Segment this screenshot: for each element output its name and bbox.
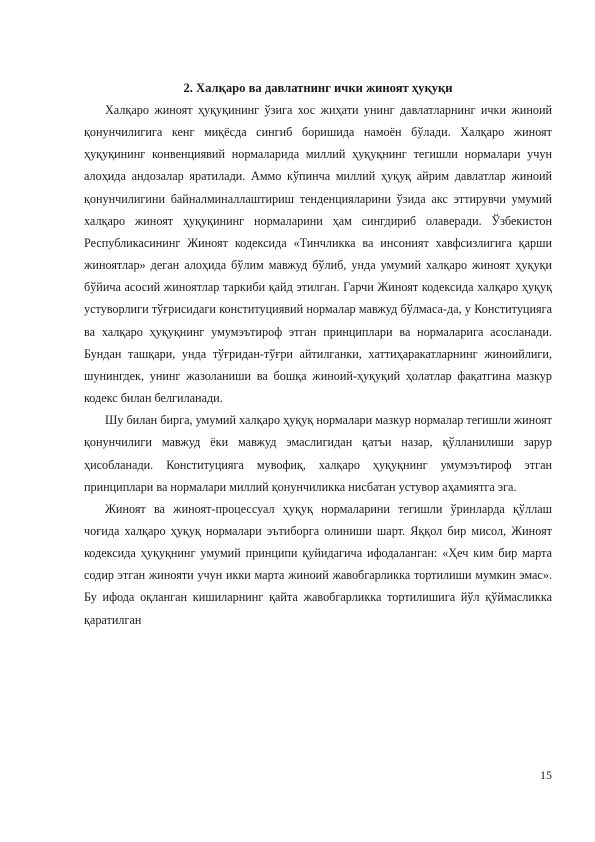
body-text xyxy=(84,99,552,631)
section-heading: 2. Халқаро ва давлатнинг ички жиноят ҳуқуқи xyxy=(183,81,453,95)
page-number: 15 xyxy=(540,768,552,782)
paragraph: Шу билан бирга, умумий халқаро ҳуқуқ нормалари мазкур нормалар тегишли жиноят қонунчилиги мавжуд ёки мавжуд эмаслигидан қатъи назар, қўлланилиши зарур ҳисобланади. Конституцияга мувофиқ, халқаро ҳуқуқнинг умумэътироф этган принциплари ва нормалари миллий қонунчиликка нисбатан устувор аҳамиятга эга. xyxy=(84,413,552,494)
paragraph: Жиноят ва жиноят-процессуал ҳуқуқ нормаларини тегишли ўринларда қўллаш чоғида халқаро ҳуқуқ нормалари эътиборга олиниши шарт. Яққол бир мисол, Жиноят кодексида ҳуқуқнинг умумий принципи қуйидагича ифодаланган: «Ҳеч ким бир марта содир этган жинояти учун икки марта жиноий жавобгарликка тортилиши мумкин эмас». Бу ифода оқланган кишиларнинг қайта жавобгарликка тортилишига йўл қўймасликка қаратилган xyxy=(84,501,552,627)
paragraph: Халқаро жиноят ҳуқуқининг ўзига хос жиҳати унинг давлатларнинг ички жиноий қонунчилигига кенг миқёсда сингиб боришида намоён бўлади. Халқаро жиноят ҳуқуқининг конвенциявий нормаларида миллий ҳуқуқнинг тегишли нормалари учун алоҳида андозалар яратилади. Аммо кўпинча миллий ҳуқуқ айрим давлатлар жиноий қонунчилигини байналминаллаштириш тенденцияларини ўзида акс эттирувчи умумий халқаро жиноят ҳуқуқининг нормаларини ҳам сингдириб олаверади. Ўзбекистон Республикасининг Жиноят кодексида «Тинчликка ва инсоният хавфсизлигига қарши жиноятлар» деган алоҳида бўлим мавжуд бўлиб, унда умумий халқаро жиноят ҳуқуқи бўйича асосий жиноятлар таркиби қайд этилган. Гарчи Жиноят кодексида халқаро ҳуқуқ устуворлиги тўғрисидаги конституциявий нормалар мавжуд бўлмаса-да, у Конституцияга ва халқаро ҳуқуқнинг умумэътироф этган принциплари ва нормаларига асосланади. Бундан ташқари, унда тўғридан-тўғри айтилганки, хаттиҳаракатларнинг жиноийлиги, шунингдек, унинг жазоланиши ва бошқа жиноий-ҳуқуқий ҳолатлар фақатгина мазкур кодекс билан белгиланади. xyxy=(84,103,552,406)
